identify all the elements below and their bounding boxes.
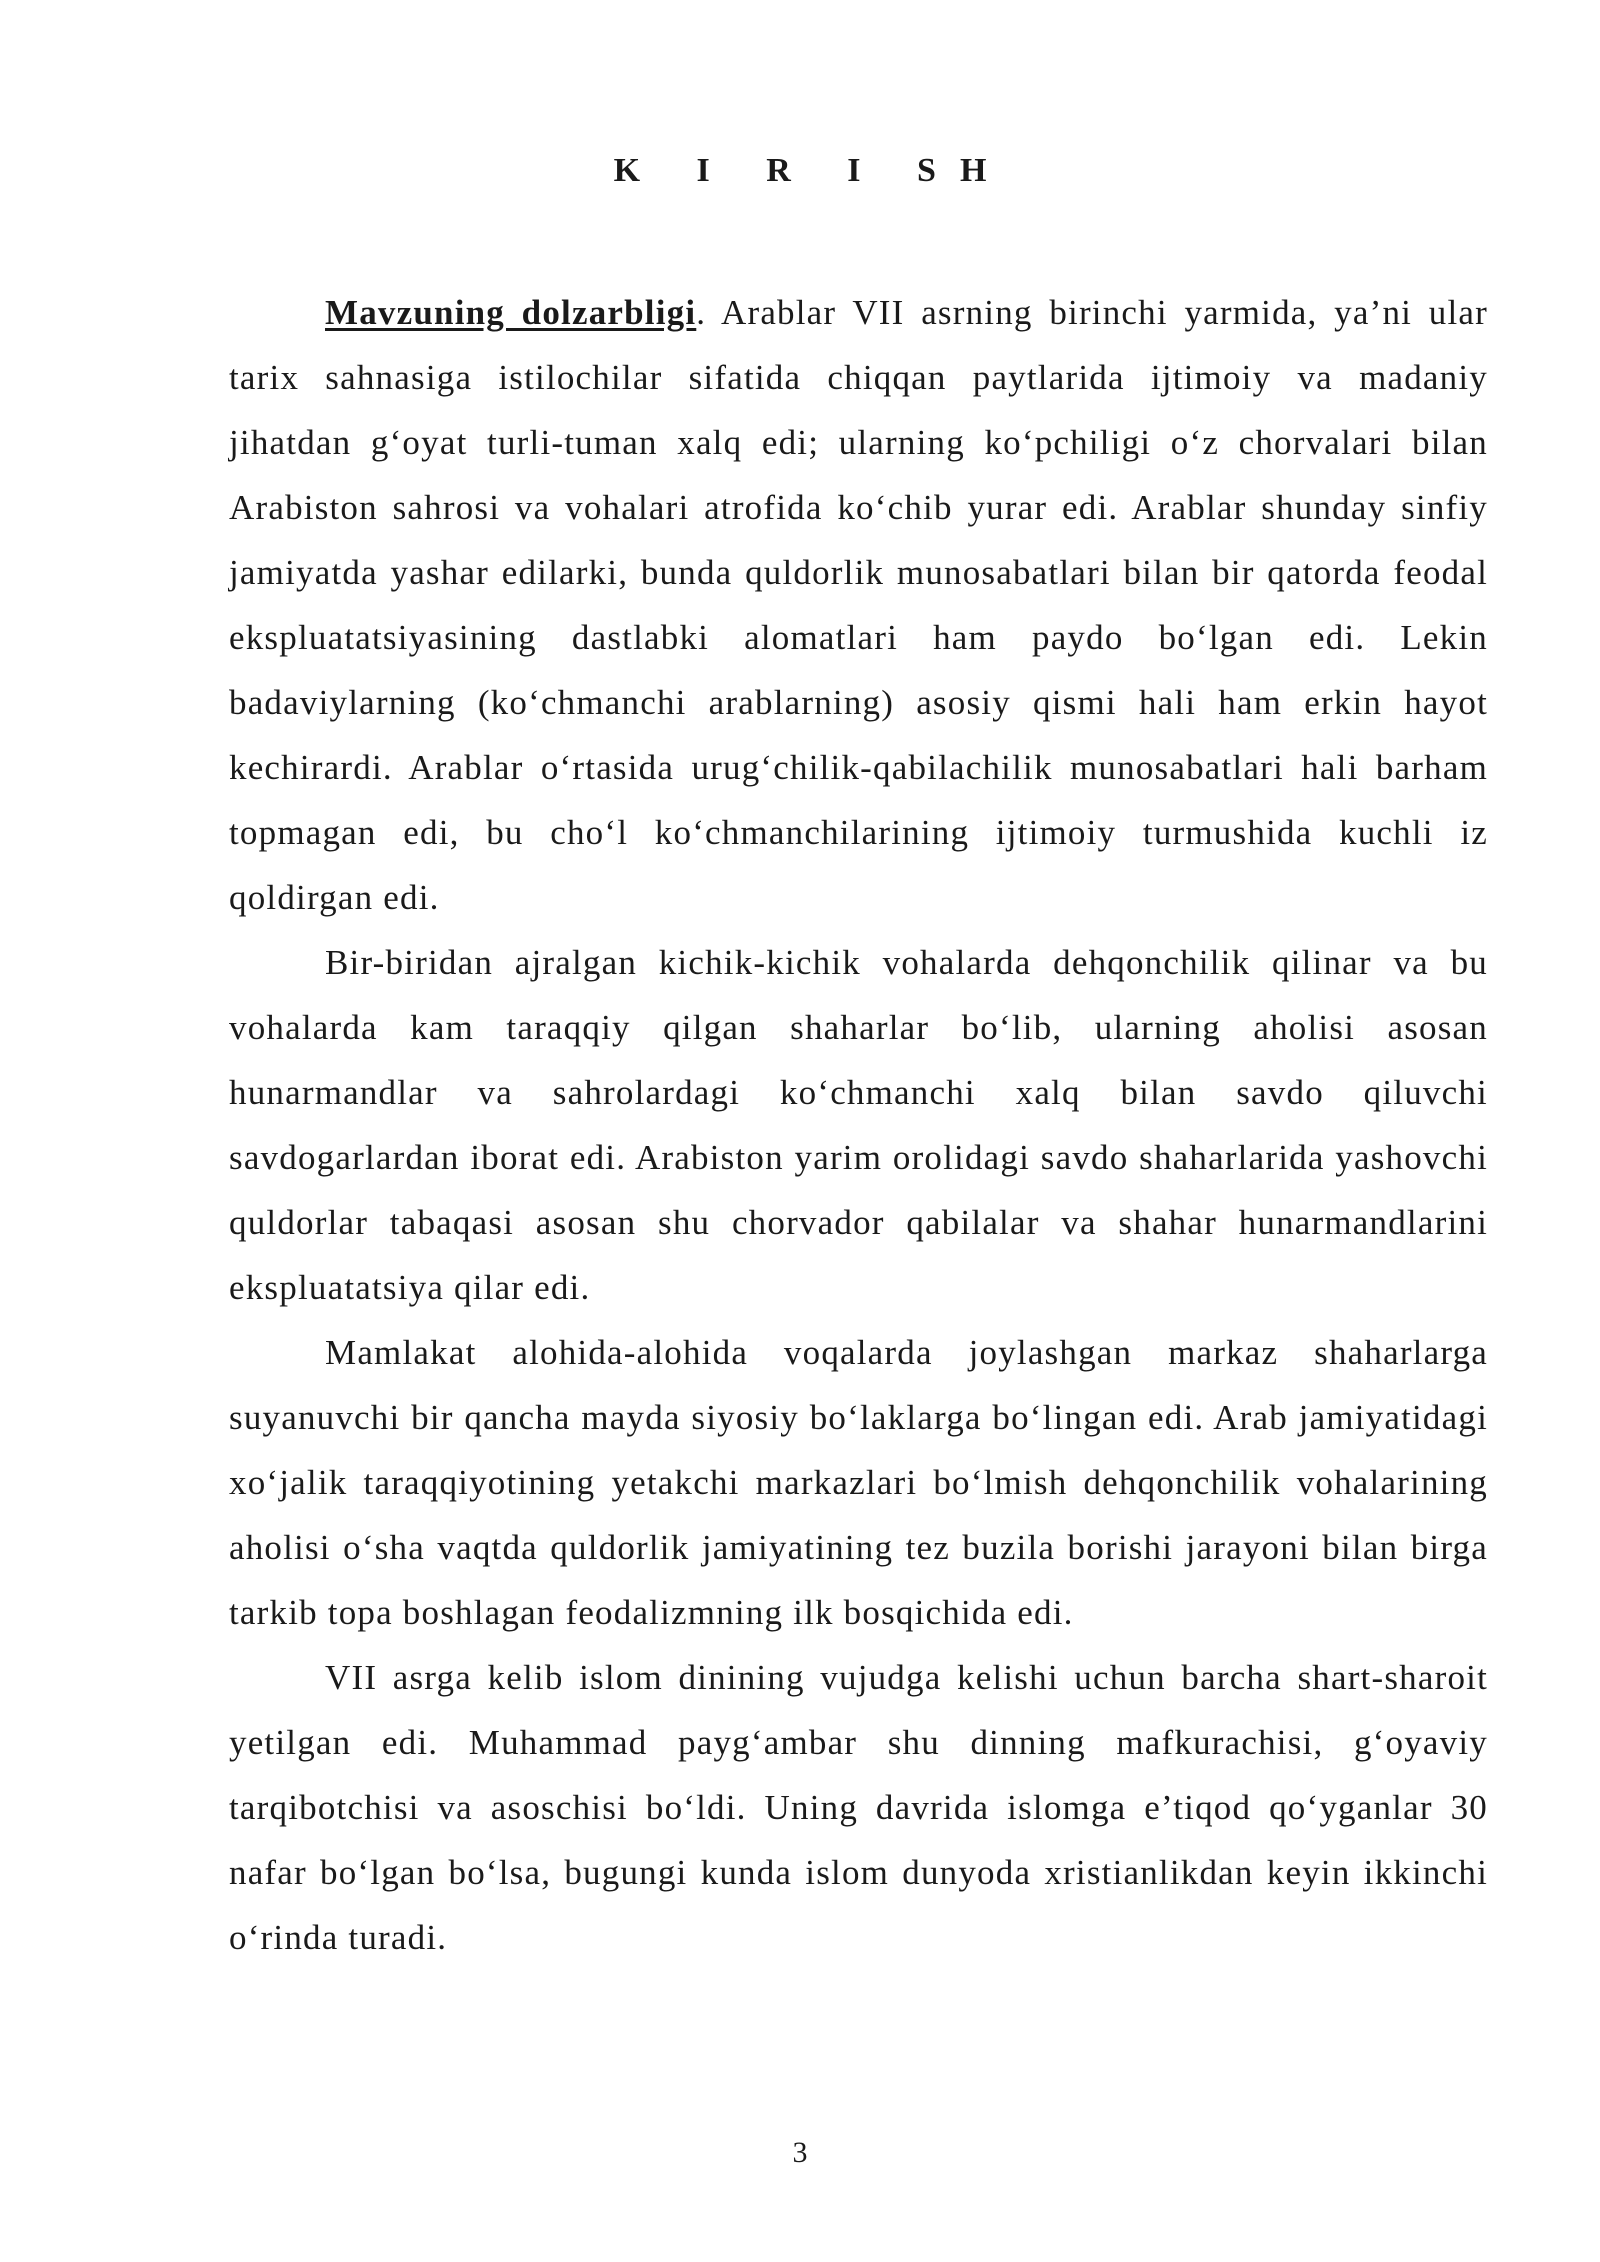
paragraph-1-text: . Arablar VII asrning birinchi yarmida, ya’ni ular tarix sahnasiga istilochilar sifatida chiqqan paytlarida ijtimoiy va madaniy jihatdan g‘oyat turli-tuman xalq edi; ularning ko‘pchiligi o‘z chorvalari bilan Arabiston sahrosi va vohalari atrofida ko‘chib yurar edi. Arablar shunday sinfiy jamiyatda yashar edilarki, bunda quldorlik munosabatlari bilan bir qatorda feodal ekspluatatsiyasining dastlabki alomatlari ham paydo bo‘lgan edi. Lekin badaviylarning (ko‘chmanchi arablarning) asosiy qismi hali ham erkin hayot kechirardi. Arablar o‘rtasida urug‘chilik-qabilachilik munosabatlari hali barham topmagan edi, bu cho‘l ko‘chmanchilarining ijtimoiy turmushida kuchli iz qoldirgan edi. <box>229 293 1488 917</box>
page-title: K I R I SH <box>613 152 1011 189</box>
body-text <box>229 280 1488 1970</box>
section-lead-heading: Mavzuning dolzarbligi <box>325 293 697 332</box>
paragraph-4: VII asrga kelib islom dinining vujudga kelishi uchun barcha shart-sharoit yetilgan edi. Muhammad payg‘ambar shu dinning mafkurachisi, g‘oyaviy tarqibotchisi va asoschisi bo‘ldi. Uning davrida islomga e’tiqod qo‘yganlar 30 nafar bo‘lgan bo‘lsa, bugungi kunda islom dunyoda xristianlikdan keyin ikkinchi o‘rinda turadi. <box>229 1658 1488 1957</box>
paragraph-3: Mamlakat alohida-alohida voqalarda joylashgan markaz shaharlarga suyanuvchi bir qancha mayda siyosiy bo‘laklarga bo‘lingan edi. Arab jamiyatidagi xo‘jalik taraqqiyotining yetakchi markazlari bo‘lmish dehqonchilik vohalarining aholisi o‘sha vaqtda quldorlik jamiyatining tez buzila borishi jarayoni bilan birga tarkib topa boshlagan feodalizmning ilk bosqichida edi. <box>229 1333 1488 1632</box>
paragraph-1 <box>229 280 1488 930</box>
paragraph-2: Bir-biridan ajralgan kichik-kichik vohalarda dehqonchilik qilinar va bu vohalarda kam taraqqiy qilgan shaharlar bo‘lib, ularning aholisi asosan hunarmandlar va sahrolardagi ko‘chmanchi xalq bilan savdo qiluvchi savdogarlardan iborat edi. Arabiston yarim orolidagi savdo shaharlarida yashovchi quldorlar tabaqasi asosan shu chorvador qabilalar va shahar hunarmandlarini ekspluatatsiya qilar edi. <box>229 943 1488 1307</box>
page-number: 3 <box>792 2136 808 2169</box>
